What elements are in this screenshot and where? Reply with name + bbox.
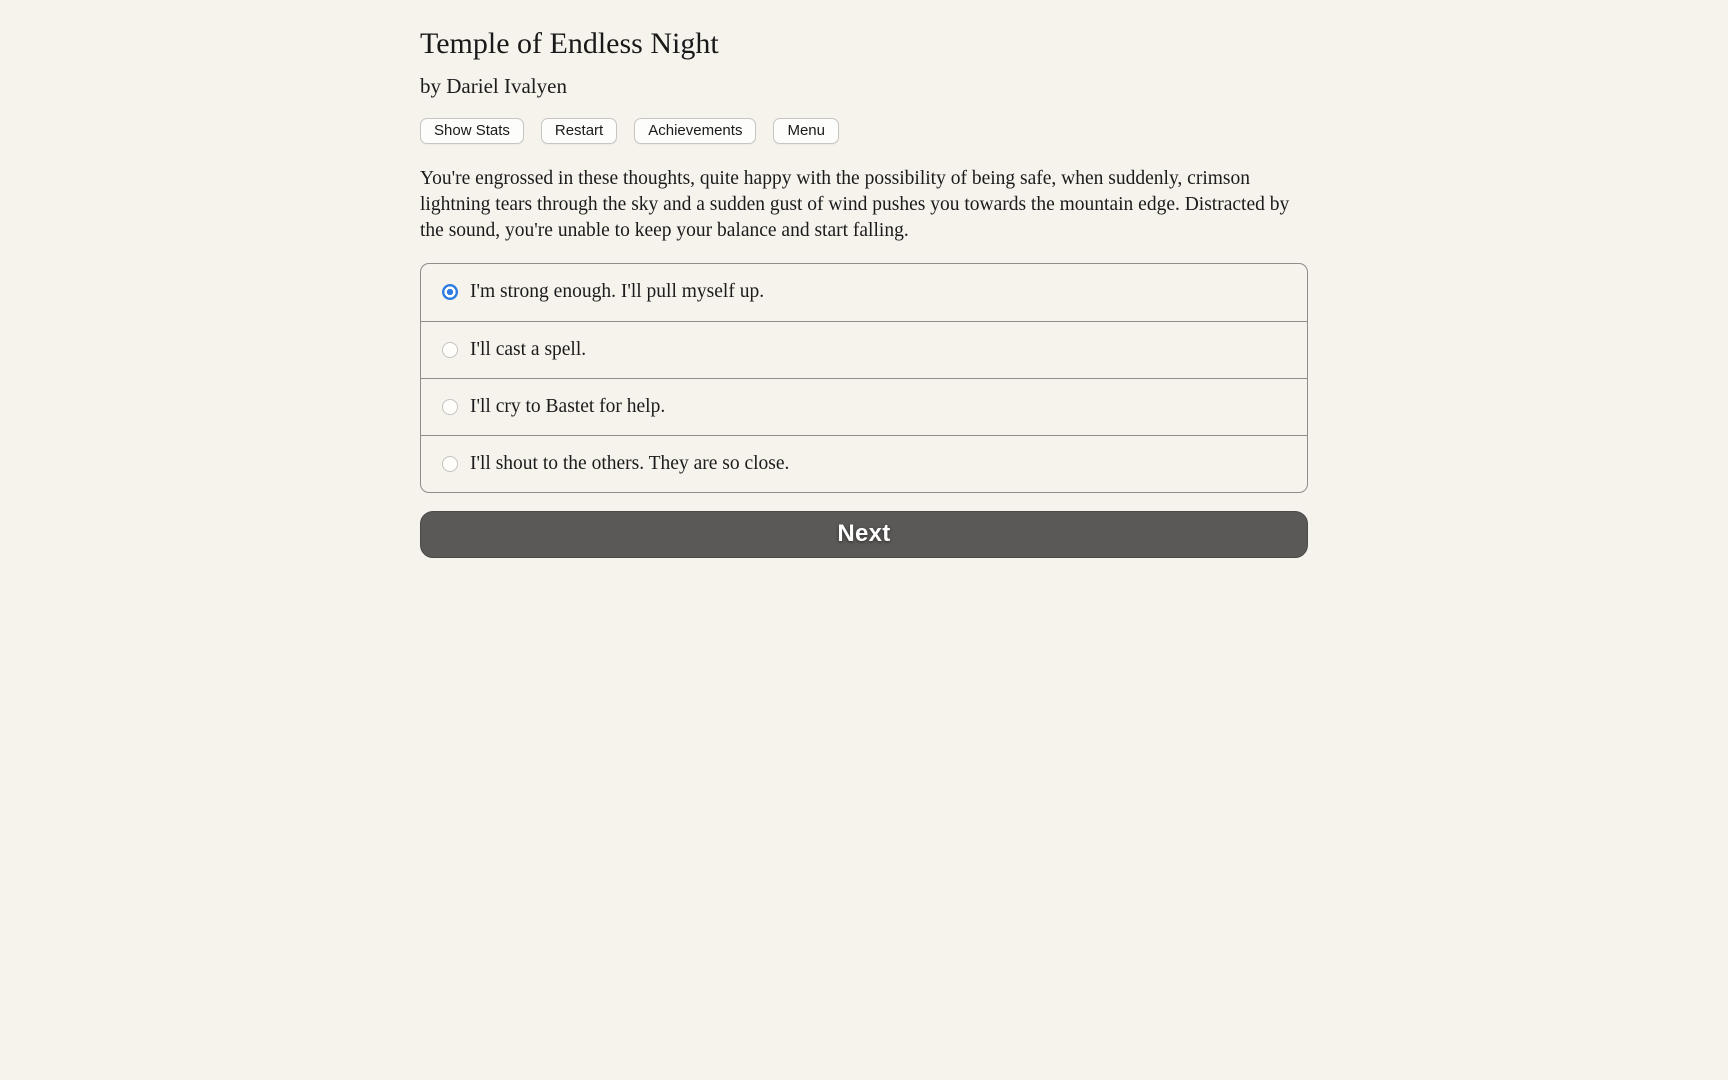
choice-option-1[interactable] [421, 264, 1307, 321]
next-button[interactable]: Next [420, 511, 1308, 558]
achievements-button[interactable]: Achievements [634, 118, 756, 144]
radio-button[interactable] [442, 399, 458, 415]
menu-button[interactable]: Menu [773, 118, 839, 144]
choice-option-2[interactable] [421, 321, 1307, 378]
choice-option-3[interactable] [421, 378, 1307, 435]
choice-label: I'll shout to the others. They are so close. [470, 452, 790, 474]
choice-group [420, 263, 1308, 493]
choice-label: I'm strong enough. I'll pull myself up. [470, 281, 765, 302]
page-title: Temple of Endless Night [420, 27, 719, 60]
choice-option-4[interactable] [421, 435, 1307, 492]
author-byline: by Dariel Ivalyen [420, 73, 567, 98]
show-stats-button[interactable]: Show Stats [420, 118, 524, 144]
game-page [420, 0, 1308, 558]
radio-button[interactable] [442, 342, 458, 358]
radio-button[interactable] [442, 284, 458, 300]
choice-label: I'll cry to Bastet for help. [470, 395, 666, 417]
story-paragraph: You're engrossed in these thoughts, quite happy with the possibility of being safe, when suddenly, crimson lightning tears through the sky and a sudden gust of wind pushes you towards the mountain edge. Distracted by the sound, you're unable to keep your balance and start falling. [420, 167, 1290, 241]
radio-button[interactable] [442, 456, 458, 472]
toolbar [420, 118, 1308, 144]
restart-button[interactable]: Restart [541, 118, 617, 144]
choice-label: I'll cast a spell. [470, 338, 587, 360]
